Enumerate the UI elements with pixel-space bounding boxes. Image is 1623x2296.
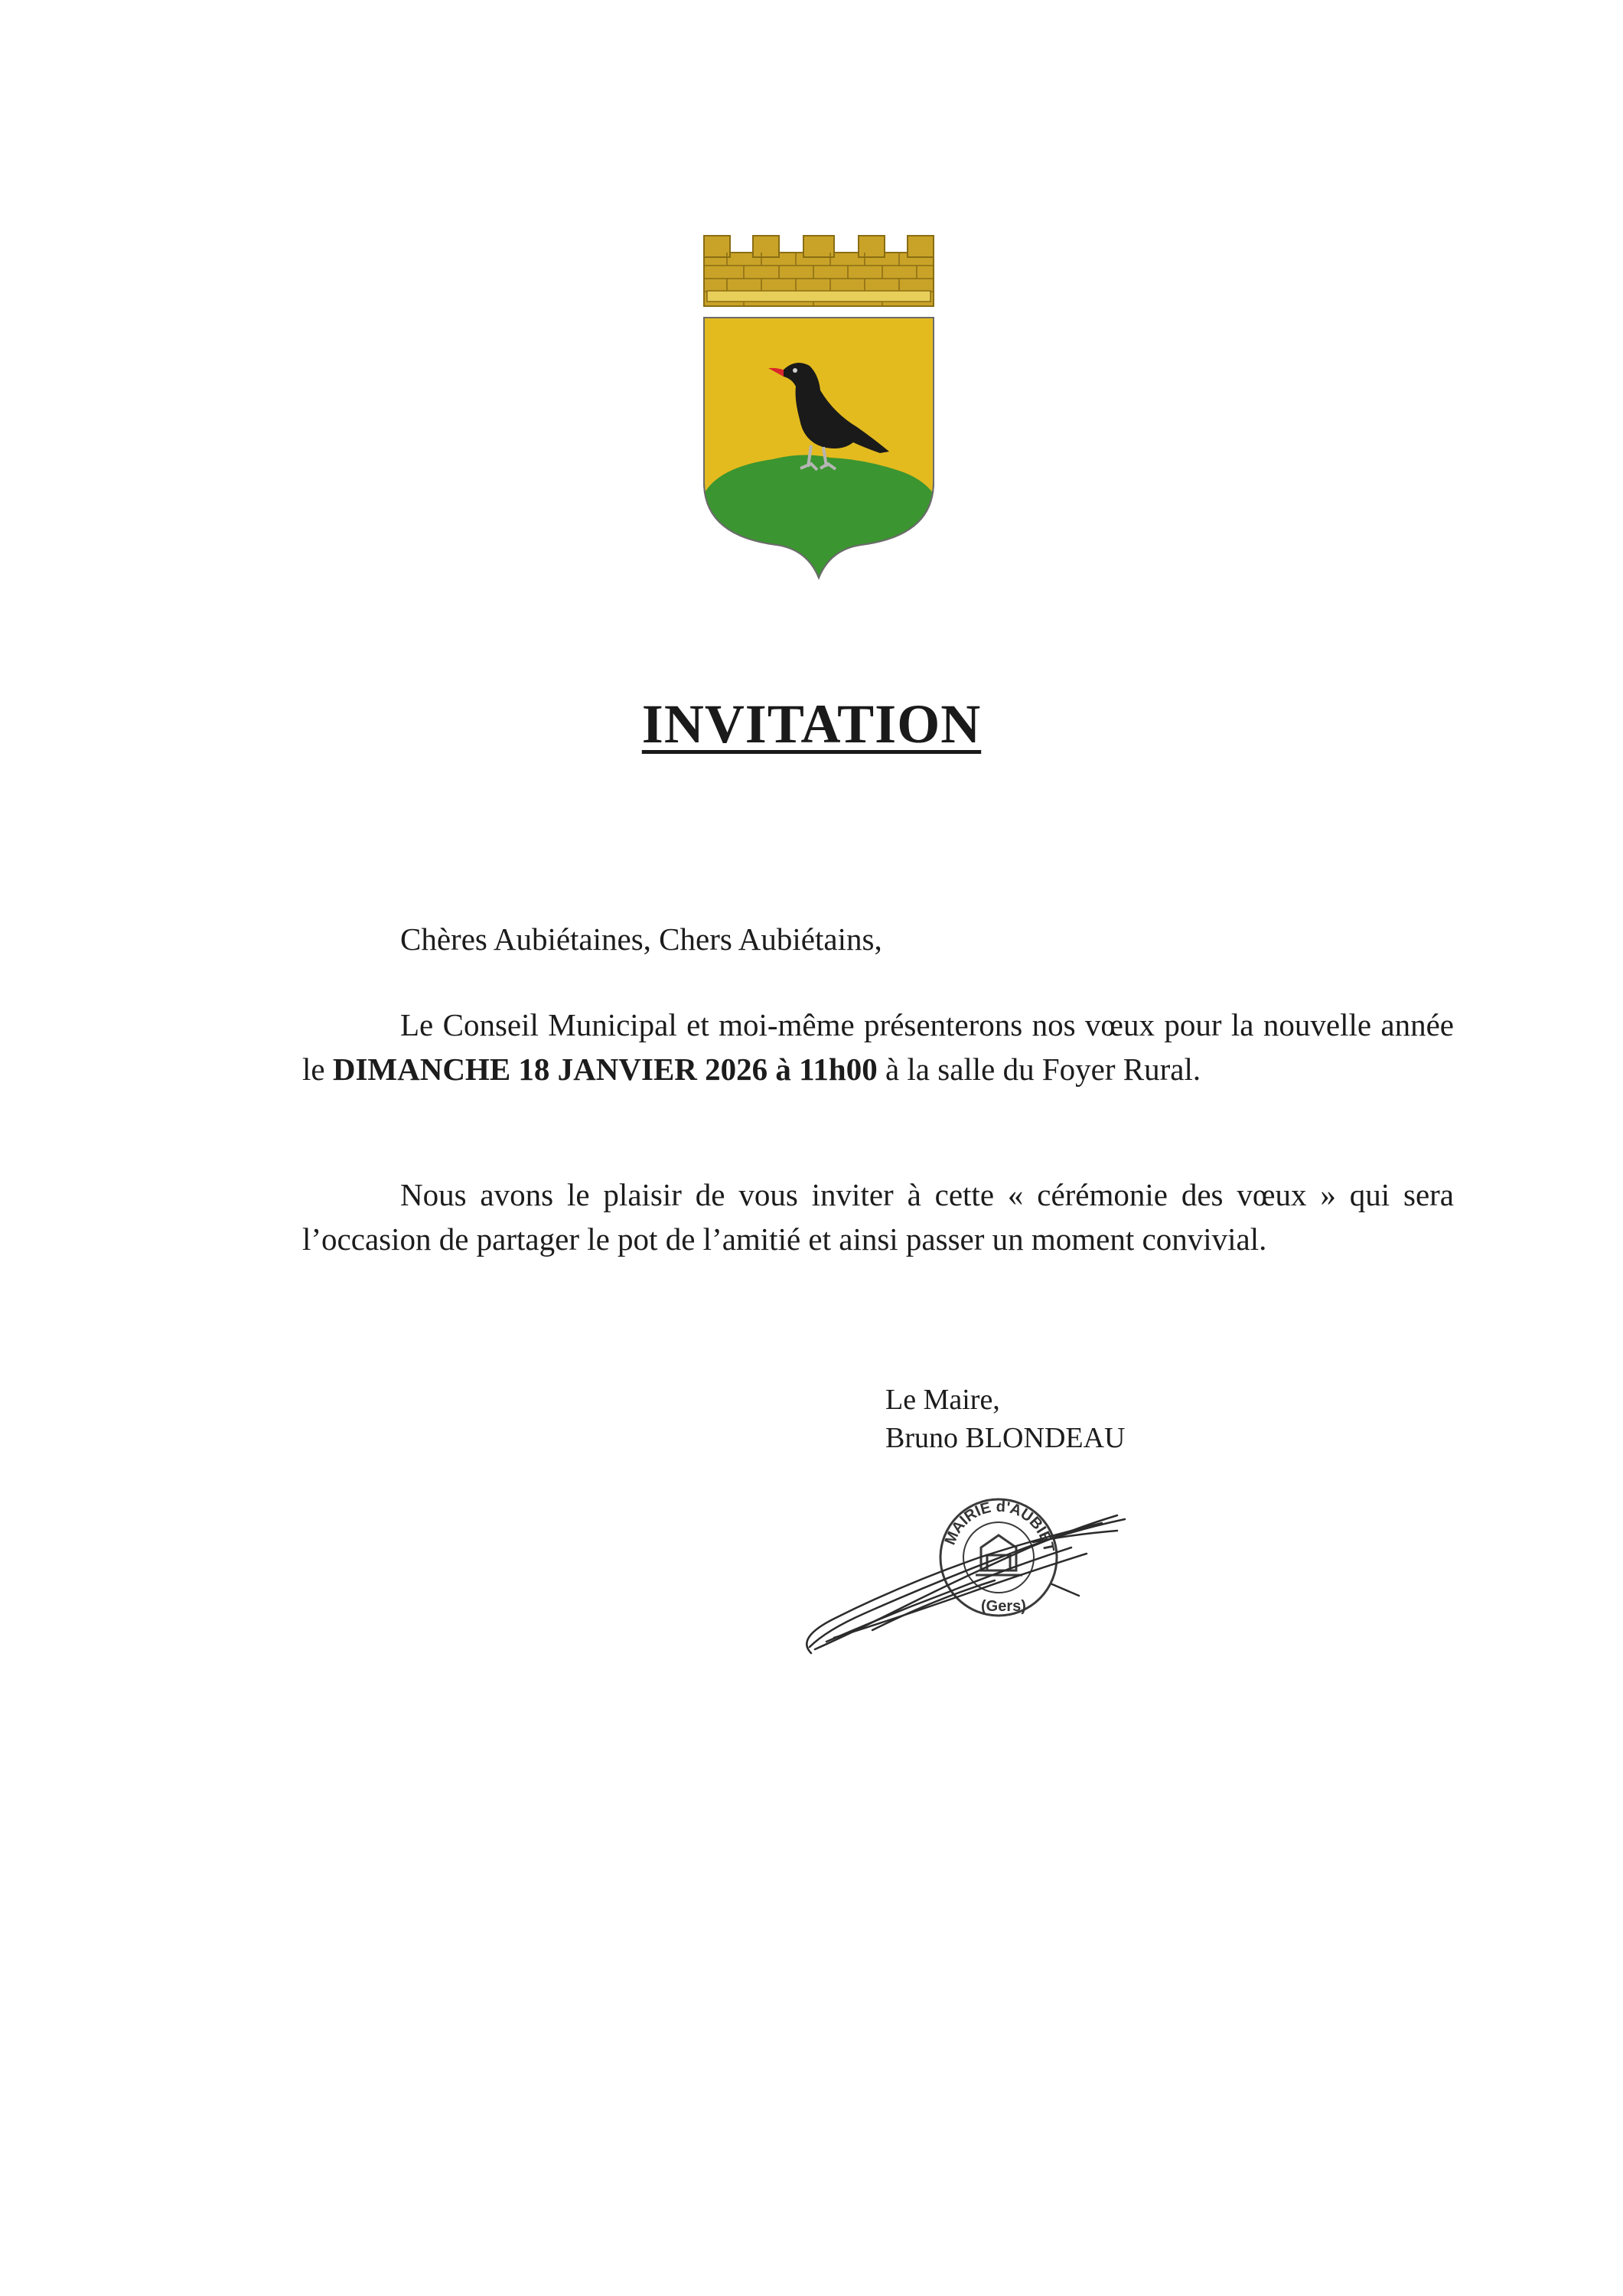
mural-crown-icon xyxy=(704,236,934,306)
signer-name: Bruno BLONDEAU xyxy=(885,1422,1126,1454)
invitation-paragraph: Le Conseil Municipal et moi-même présenterons nos vœux pour la nouvelle année le DIMANCHE 18 JANVIER 2026 à 11h00 à la salle du Foyer Rural. xyxy=(302,1007,1454,1087)
svg-text:(Gers): (Gers) xyxy=(981,1598,1026,1615)
signer-role: Le Maire, xyxy=(885,1384,1000,1416)
event-date-time: DIMANCHE 18 JANVIER 2026 à 11h00 xyxy=(332,1052,878,1087)
coat-of-arms-icon xyxy=(689,230,949,582)
salutation: Chères Aubiétaines, Chers Aubiétains, xyxy=(400,921,882,957)
page-title: INVITATION xyxy=(641,693,982,755)
ceremony-paragraph: Nous avons le plaisir de vous inviter à cette « cérémonie des vœux » qui sera l’occasion de partager le pot de l’amitié et ainsi passer un moment convivial. xyxy=(302,1177,1454,1257)
svg-text:MAIRIE d'AUBIET: MAIRIE d'AUBIET xyxy=(941,1498,1058,1554)
signature-block xyxy=(885,1381,1125,1457)
handwritten-signature-icon xyxy=(781,1485,1148,1668)
